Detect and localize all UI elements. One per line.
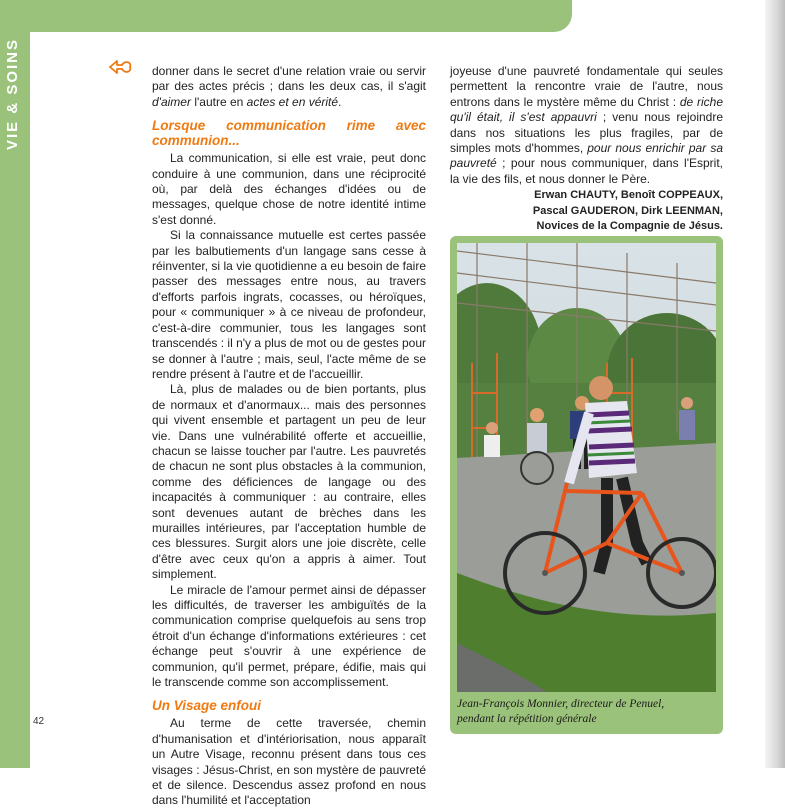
paragraph: Le miracle de l'amour permet ainsi de dépasser les difficultés, de traverser les ambiguïtés de la communication comprise quelquefois au sens trop étroit d'un échange d'informations extérieures : cet échange peut s'ouvrir à une expérience de communion, qu'il permet, prépare, édifie, mais qui le transcende comme son accomplissement. bbox=[152, 582, 426, 690]
heart-arrow-ornament-icon bbox=[108, 58, 134, 76]
caption-line: Jean-François Monnier, directeur de Penuel, bbox=[457, 698, 665, 710]
photo-caption bbox=[457, 697, 716, 727]
intro-paragraph: donner dans le secret d'une relation vraie ou servir par des actes précis ; dans les deux cas, il s'agit d'aimer l'autre en actes et en vérité. bbox=[152, 64, 426, 109]
right-column bbox=[450, 64, 723, 235]
caption-line: pendant la répétition générale bbox=[457, 713, 597, 725]
left-column bbox=[152, 64, 426, 809]
signature-line: Erwan CHAUTY, Benoît COPPEAUX, bbox=[534, 189, 723, 202]
continuation-paragraph: joyeuse d'une pauvreté fondamentale qui seules permettent la rencontre vraie de l'autre, nous entrons dans le mystère même du Christ : de riche qu'il était, il s'est appauvri ; venu nous rejoindre dans nos situations les plus fragiles, par de simples mots d'hommes, pour nous enrichir par sa pauvreté ; pour nous communiquer, dans l'Esprit, la vie des fils, et nous donner le Père. bbox=[450, 64, 724, 186]
photo-cyclist bbox=[457, 243, 716, 692]
heading-visage: Un Visage enfoui bbox=[152, 698, 262, 714]
page-number: 42 bbox=[30, 716, 47, 727]
photo-illustration bbox=[457, 243, 716, 692]
heading-communication: Lorsque communication rime avec communion... bbox=[152, 118, 426, 149]
paragraph: Là, plus de malades ou de bien portants, plus de normaux et d'anormaux... mais des personnes qui vivent ensemble et partagent un peu de leur vie. Dans une vulnérabilité offerte et accueillie, chacun se laisse toucher par l'autre. Les pauvretés de chacun ne sont plus obstacles à la communion, comme des déficiences de langage ou des incapacités à communiquer : au contraire, elles sont devenues autant de brèches dans les murailles intérieures, par l'acceptation humble de ces blessures. Surgit alors une joie discrète, celle d'être avec ceux qu'on a appris à aimer. Tout simplement. bbox=[152, 382, 426, 582]
left-green-band bbox=[0, 0, 30, 768]
top-green-band bbox=[0, 0, 572, 32]
paragraph: Au terme de cette traversée, chemin d'humanisation et d'intériorisation, nous apparaît un Autre Visage, reconnu présent dans tous ces visages : Jésus-Christ, en son mystère de pauvreté et de silence. Descendus assez profond en nous dans l'humilité et l'acceptation bbox=[152, 716, 426, 808]
book-spine-shadow bbox=[765, 0, 785, 768]
section-label: VIE & SOINS bbox=[4, 37, 21, 150]
paragraph: La communication, si elle est vraie, peut donc conduire à une communion, dans une réciprocité où, par delà des échanges d'idées ou de messages, quelque chose de notre identité intime s'est donné. bbox=[152, 151, 426, 227]
signature-line: Pascal GAUDERON, Dirk LEENMAN, bbox=[532, 204, 723, 217]
paragraph: Si la connaissance mutuelle est certes passée par les balbutiements d'un langage sans cesse à réinventer, si la vie quotidienne a eu besoin de faire passer des messages entre nous, au travers d'efforts parfois ingrats, cocasses, ou héroïques, pour « communiquer » à ce niveau de profondeur, c'est-à-dire communier, tous les langages sont transcendés : il n'y a plus de mot ou de gestes pour se donner à l'autre ; mais, seul, l'acte même de se rendre présent à l'autre et de l'accueillir. bbox=[152, 228, 426, 381]
signature-line: Novices de la Compagnie de Jésus. bbox=[536, 220, 723, 233]
signature-block bbox=[450, 188, 723, 235]
